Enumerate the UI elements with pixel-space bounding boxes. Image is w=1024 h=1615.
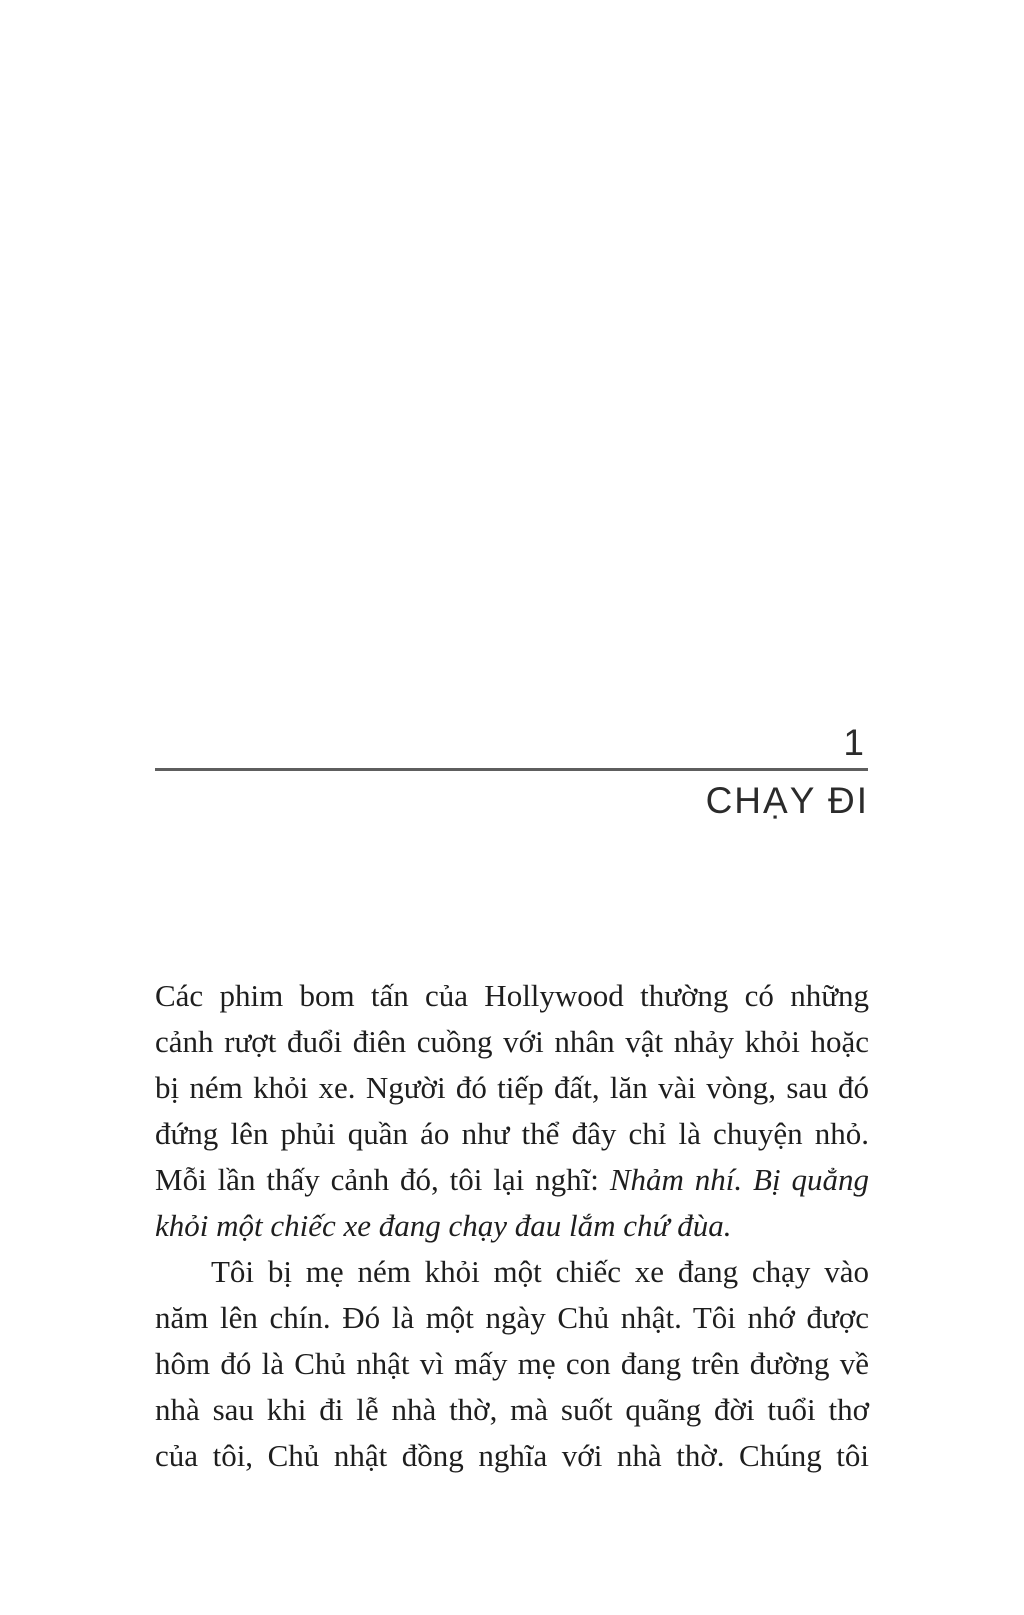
body-line-4-text: đứng lên phủi quần áo như thể đây chỉ là chuyện nhỏ. <box>155 1116 869 1151</box>
chapter-title: CHẠY ĐI <box>705 780 869 821</box>
body-line-5 <box>155 1157 869 1203</box>
body-line-7 <box>155 1249 869 1295</box>
body-line-3 <box>155 1065 869 1111</box>
body-line-3-text: bị ném khỏi xe. Người đó tiếp đất, lăn vài vòng, sau đó <box>155 1070 869 1105</box>
chapter-number: 1 <box>843 722 864 763</box>
body-line-5-text: Mỗi lần thấy cảnh đó, tôi lại nghĩ: <box>155 1162 610 1197</box>
body-line-1-text: Các phim bom tấn của Hollywood thường có những <box>155 978 869 1013</box>
body-line-2-text: cảnh rượt đuổi điên cuồng với nhân vật nhảy khỏi hoặc <box>155 1024 869 1059</box>
body-line-11 <box>155 1433 869 1479</box>
body-line-1 <box>155 973 869 1019</box>
body-line-8-text: năm lên chín. Đó là một ngày Chủ nhật. Tôi nhớ được <box>155 1300 869 1335</box>
body-line-2 <box>155 1019 869 1065</box>
page-body-text <box>155 973 869 1479</box>
chapter-divider-rule <box>155 768 868 771</box>
body-line-4 <box>155 1111 869 1157</box>
body-line-7-text: Tôi bị mẹ ném khỏi một chiếc xe đang chạy vào <box>211 1254 869 1289</box>
body-line-9-text: hôm đó là Chủ nhật vì mấy mẹ con đang trên đường về <box>155 1346 869 1381</box>
body-line-6-italic-phrase: khỏi một chiếc xe đang chạy đau lắm chứ đùa. <box>155 1208 732 1243</box>
body-line-11-text: của tôi, Chủ nhật đồng nghĩa với nhà thờ. Chúng tôi <box>155 1438 869 1473</box>
body-line-10-text: nhà sau khi đi lễ nhà thờ, mà suốt quãng đời tuổi thơ <box>155 1392 869 1427</box>
body-line-9 <box>155 1341 869 1387</box>
body-line-5-italic-phrase: Nhảm nhí. Bị quẳng <box>609 1162 869 1197</box>
body-line-8 <box>155 1295 869 1341</box>
body-line-10 <box>155 1387 869 1433</box>
body-line-6 <box>155 1203 869 1249</box>
